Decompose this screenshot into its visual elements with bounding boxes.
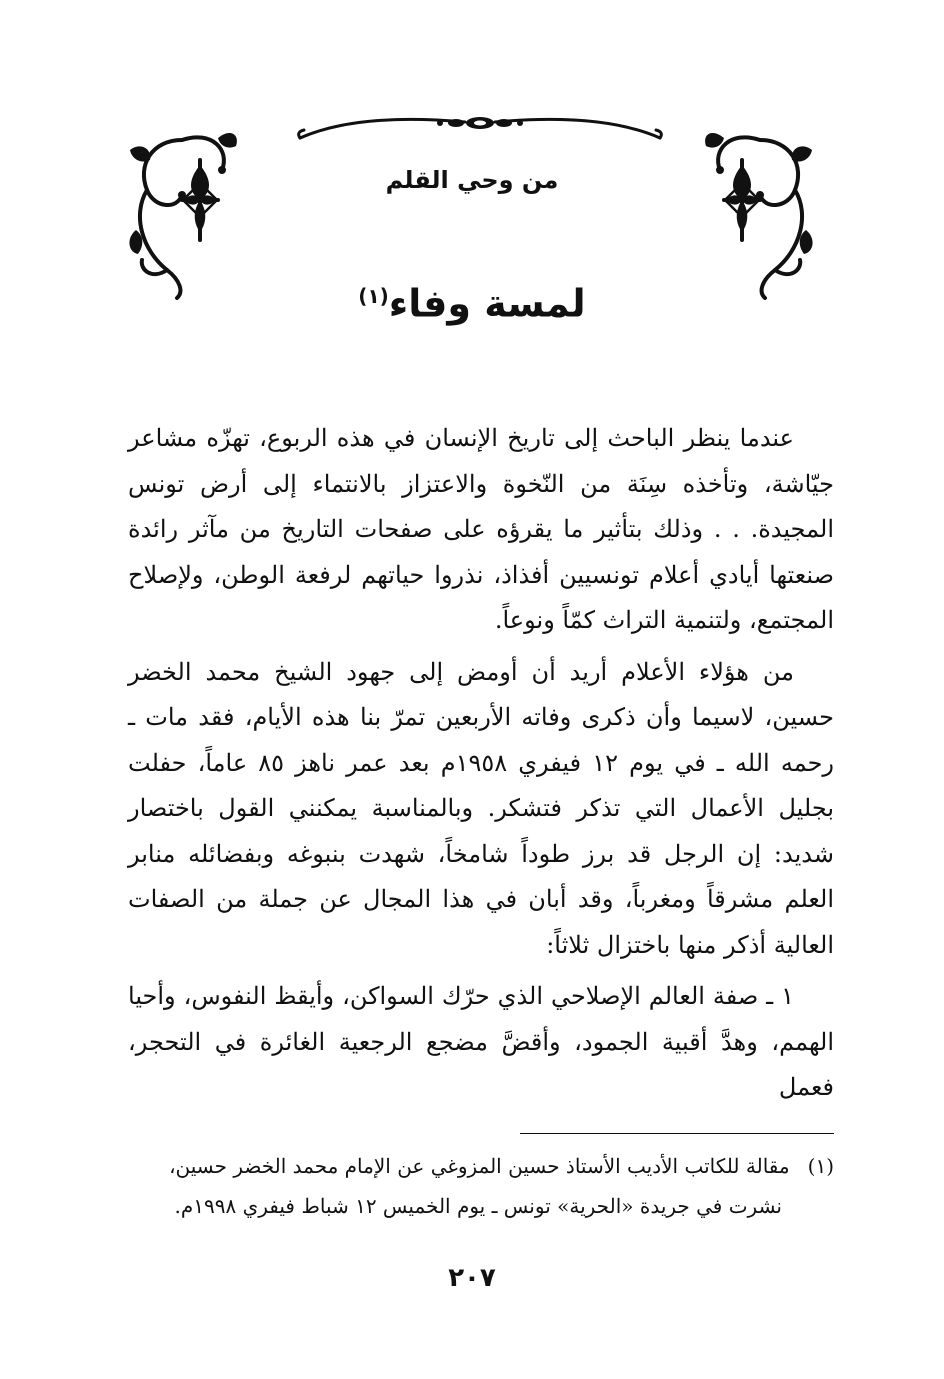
article-body: [128, 416, 834, 1117]
article-title: [272, 268, 672, 332]
footnote-reference: (١): [358, 284, 389, 308]
scroll-flourish-icon: [290, 108, 670, 150]
paragraph-2: من هؤلاء الأعلام أريد أن أومض إلى جهود الشيخ محمد الخضر حسين، لاسيما وأن ذكرى وفاته الأربعين تمرّ بنا هذه الأيام، فقد مات ـ رحمه الله ـ في يوم ١٢ فيفري ١٩٥٨م بعد عمر ناهز ٨٥ عاماً، حفلت بجليل الأعمال التي تذكر فتشكر. وبالمناسبة يمكنني القول باختصار شديد: إن الرجل قد برز طوداً شامخاً، شهدت بنبوغه وبفضائله منابر العلم مشرقاً ومغرباً، وقد أبان في هذا المجال عن جملة من الصفات العالية أذكر منها باختزال ثلاثاً:: [128, 657, 835, 959]
article-title-text: لمسة وفاء: [388, 281, 586, 326]
footnote: [128, 1146, 834, 1226]
floral-corner-ornament-icon: [700, 120, 820, 300]
paragraph-1: عندما ينظر الباحث إلى تاريخ الإنسان في هذه الربوع، تهزّه مشاعر جيّاشة، وتأخذه سِنَة من النّخوة والاعتزاز بالانتماء إلى أرض تونس المجيدة. . . وذلك بتأثير ما يقرؤه على صفحات التاريخ من مآثر رائدة صنعتها أيادي أعلام تونسيين أفذاذ، نذروا حياتهم لرفعة الوطن، ولإصلاح المجتمع، ولتنمية التراث كمّاً ونوعاً.: [128, 424, 834, 634]
footnote-line-2: نشرت في جريدة «الحرية» تونس ـ يوم الخميس ١٢ شباط فيفري ١٩٩٨م.: [174, 1194, 782, 1218]
running-head: من وحي القلم: [385, 166, 559, 194]
footnote-line-1: [128, 1146, 834, 1186]
footnote-separator: [520, 1133, 834, 1134]
paragraph-3: ١ ـ صفة العالم الإصلاحي الذي حرّك السواكن، وأيقظ النفوس، وأحيا الهمم، وهدَّ أقبية الجمود، وأقضَّ مضجع الرجعية الغائرة في التحجر، فعمل: [128, 982, 834, 1101]
floral-corner-ornament-icon: [122, 120, 242, 300]
footnote-mark: (١): [807, 1154, 834, 1178]
page-number: ٢٠٧: [448, 1263, 496, 1293]
footnote-text-1: مقالة للكاتب الأديب الأستاذ حسين المزوغي عن الإمام محمد الخضر حسين،: [169, 1154, 790, 1178]
